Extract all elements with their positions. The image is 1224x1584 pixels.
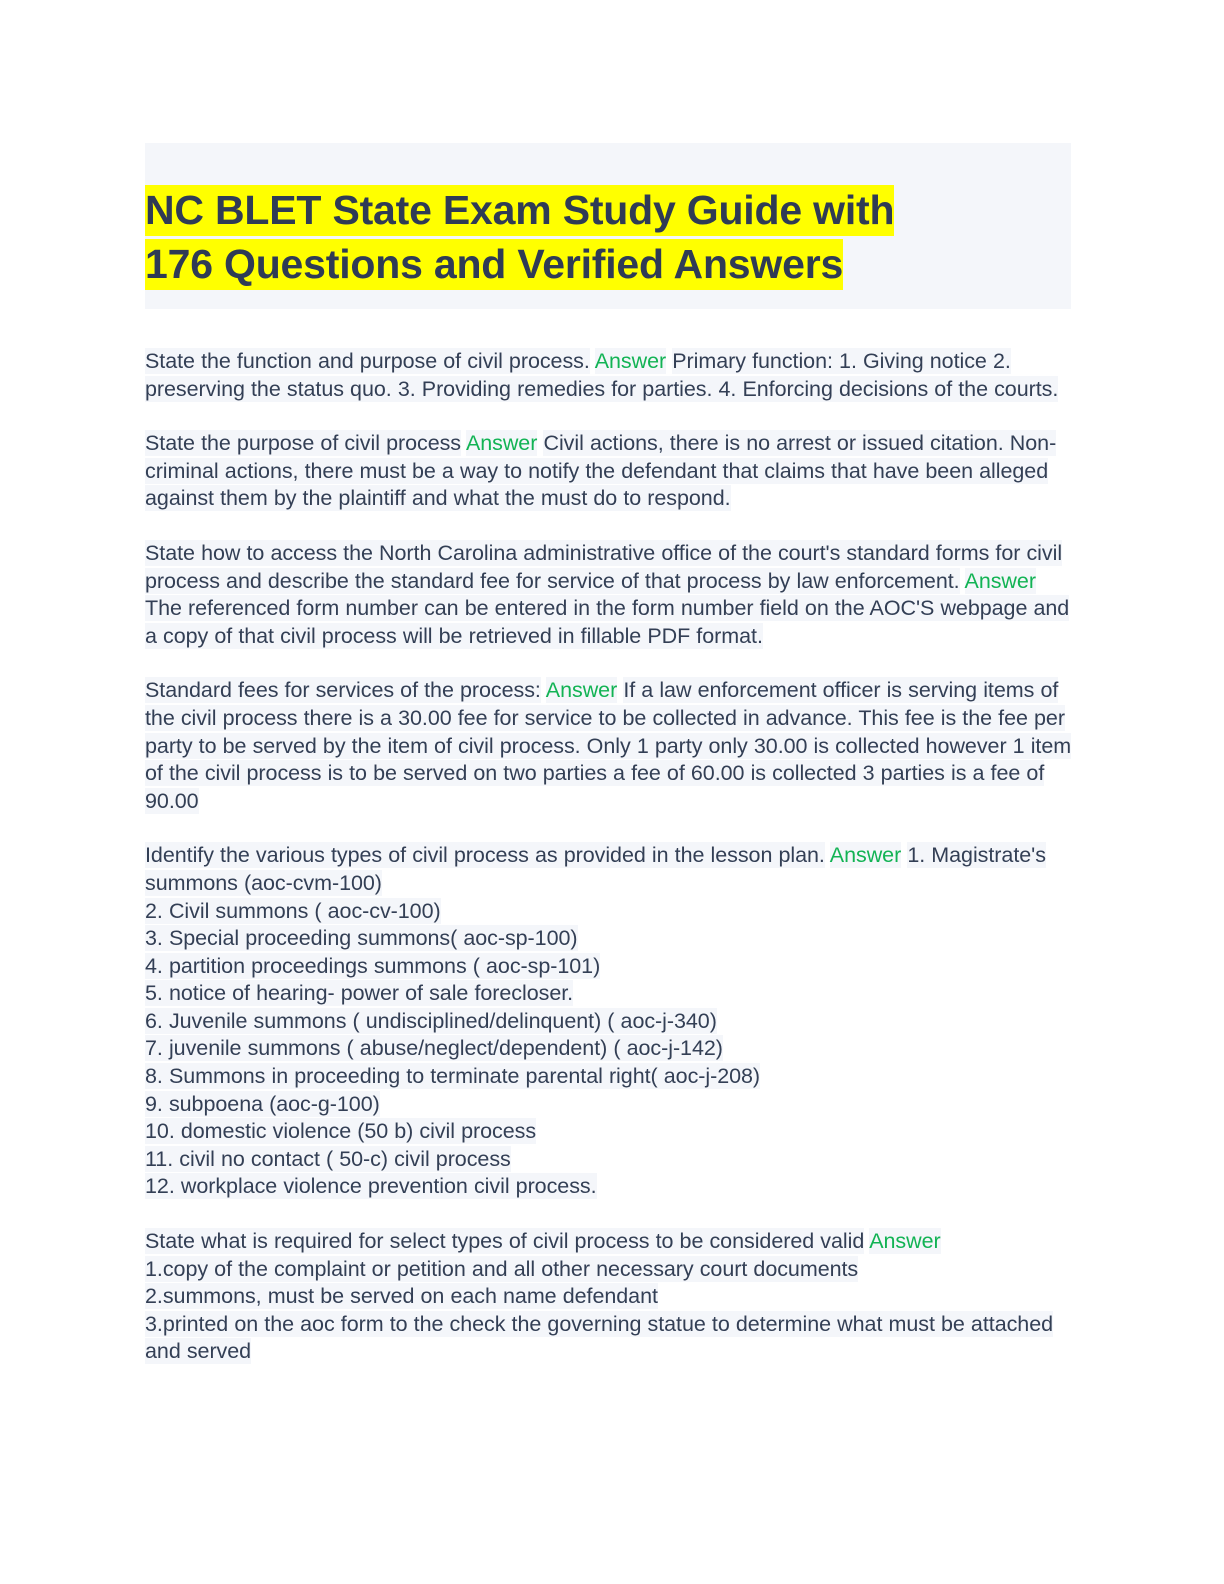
answer-item: 6. Juvenile summons ( undisciplined/delinquent) ( aoc-j-340): [145, 1008, 717, 1033]
answer-item: 9. subpoena (aoc-g-100): [145, 1091, 380, 1116]
answer-item: 5. notice of hearing- power of sale forecloser.: [145, 981, 574, 1006]
answer-item: 1.copy of the complaint or petition and all other necessary court documents: [145, 1256, 859, 1281]
question-text: State how to access the North Carolina administrative office of the court's standard forms for civil process and describe the standard fee for service of that process by law enforcement.: [145, 540, 1063, 593]
answer-item: 10. domestic violence (50 b) civil process: [145, 1119, 537, 1144]
question-text: State the function and purpose of civil process.: [145, 349, 590, 373]
answer-label: Answer: [964, 568, 1036, 593]
answer-item: 3. Special proceeding summons( aoc-sp-100): [145, 926, 578, 951]
title-line-1: NC BLET State Exam Study Guide with: [145, 185, 894, 236]
answer-item: 12. workplace violence prevention civil process.: [145, 1174, 597, 1199]
question-text: State the purpose of civil process: [145, 431, 461, 456]
answer-item: 4. partition proceedings summons ( aoc-sp-101): [145, 953, 601, 978]
question-text: Identify the various types of civil process as provided in the lesson plan.: [145, 843, 825, 868]
qa-entry: [145, 430, 1073, 513]
answer-item: 1. Magistrate's summons (aoc-cvm-100): [145, 843, 1046, 895]
answer-item: 3.printed on the aoc form to the check the governing statue to determine what must be attached and served: [145, 1311, 1054, 1364]
answer-item: 2.summons, must be served on each name defendant: [145, 1284, 658, 1309]
answer-text: If a law enforcement officer is serving items of the civil process there is a 30.00 fee for service to be collected in advance. This fee is the fee per party to be served by the item of civil process. Only 1 party only 30.00 is collected however 1 item of the civil process is to be served on two parties a fee of 60.00 is collected 3 parties is a fee of 90.00: [145, 678, 1072, 813]
document-body: [145, 348, 1073, 1366]
answer-text: The referenced form number can be entered in the form number field on the AOC'S webpage and a copy of that civil process will be retrieved in fillable PDF format.: [145, 596, 1070, 648]
question-text: State what is required for select types of civil process to be considered valid: [145, 1229, 865, 1254]
answer-label: Answer: [465, 431, 538, 456]
qa-entry: [145, 540, 1073, 650]
qa-entry: [145, 348, 1073, 403]
answer-item: 7. juvenile summons ( abuse/neglect/dependent) ( aoc-j-142): [145, 1036, 723, 1061]
title-line-2: 176 Questions and Verified Answers: [145, 239, 843, 290]
answer-label: Answer: [545, 678, 618, 703]
qa-entry: [145, 677, 1073, 815]
answer-label: Answer: [869, 1229, 941, 1254]
qa-entry: [145, 1228, 1073, 1366]
answer-item: 11. civil no contact ( 50-c) civil process: [145, 1146, 511, 1171]
answer-label: Answer: [829, 843, 902, 868]
page-title: [145, 183, 1029, 291]
question-text: Standard fees for services of the process:: [145, 678, 541, 703]
answer-item: 2. Civil summons ( aoc-cv-100): [145, 898, 441, 923]
answer-item: 8. Summons in proceeding to terminate parental right( aoc-j-208): [145, 1064, 761, 1089]
answer-text: Primary function: 1. Giving notice 2. preserving the status quo. 3. Providing remedies for parties. 4. Enforcing decisions of the courts.: [145, 349, 1059, 401]
document-title-block: [145, 143, 1071, 309]
answer-label: Answer: [594, 349, 667, 373]
qa-entry: [145, 842, 1073, 1201]
answer-text: Civil actions, there is no arrest or issued citation. Non- criminal actions, there must be a way to notify the defendant that claims that have been alleged against them by the plaintiff and what the must do to respond.: [145, 431, 1057, 511]
